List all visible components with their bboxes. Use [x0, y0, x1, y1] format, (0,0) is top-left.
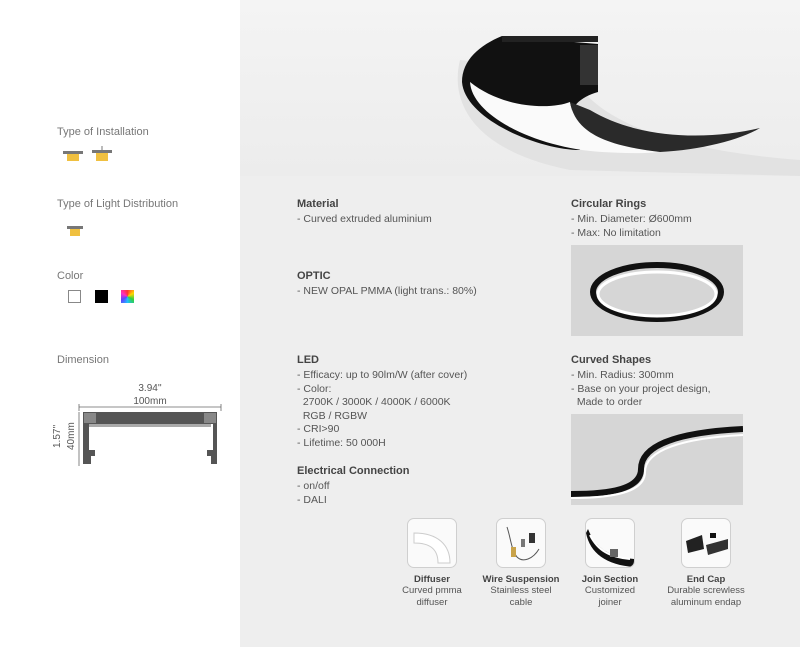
rings-title: Circular Rings	[571, 198, 647, 210]
direct-light-icon	[66, 224, 86, 238]
accessory-wire-suspension: Wire Suspension Stainless steel cable	[476, 518, 566, 609]
optic-title: OPTIC	[297, 270, 331, 282]
profile-cross-section	[75, 404, 225, 470]
installation-label: Type of Installation	[57, 126, 149, 138]
join-section-icon	[585, 518, 635, 568]
led-title: LED	[297, 354, 319, 366]
dimension-label: Dimension	[57, 354, 109, 366]
electrical-title: Electrical Connection	[297, 465, 410, 477]
height-mm: 40mm	[66, 422, 77, 450]
curved-text: - Min. Radius: 300mm - Base on your project design, Made to order	[571, 369, 711, 408]
diffuser-icon	[407, 518, 457, 568]
width-mm: 100mm	[133, 396, 167, 407]
material-title: Material	[297, 198, 339, 210]
color-label: Color	[57, 270, 84, 282]
optic-text: - NEW OPAL PMMA (light trans.: 80%)	[297, 285, 477, 297]
electrical-text: - on/off - DALI	[297, 480, 330, 506]
width-inches: 3.94''	[138, 383, 162, 394]
accessory-join-section: Join Section Customized joiner	[565, 518, 655, 609]
distribution-label: Type of Light Distribution	[57, 198, 179, 210]
curved-shape-image	[571, 414, 743, 505]
left-column	[0, 0, 240, 647]
accessory-diffuser: Diffuser Curved pmma diffuser	[387, 518, 477, 609]
accessory-end-cap: End Cap Durable screwless aluminum endap	[661, 518, 751, 609]
white-swatch	[68, 290, 81, 303]
installation-type-icons	[62, 146, 114, 162]
circular-ring-image	[571, 245, 743, 336]
led-text: - Efficacy: up to 90lm/W (after cover) - Color: 2700K / 3000K / 4000K / 6000K RGB / RGBW - CRI>90 - Lifetime: 50 000H	[297, 369, 468, 449]
curved-title: Curved Shapes	[571, 354, 652, 366]
right-panel	[240, 0, 800, 647]
rings-text: - Min. Diameter: Ø600mm - Max: No limitation	[571, 213, 692, 239]
product-hero-image	[240, 0, 800, 176]
rgbw-swatch	[121, 290, 134, 303]
end-cap-icon	[681, 518, 731, 568]
material-text: - Curved extruded aluminium	[297, 213, 432, 225]
wire-suspension-icon	[496, 518, 546, 568]
black-swatch	[95, 290, 108, 303]
height-inches: 1.57''	[52, 424, 63, 448]
